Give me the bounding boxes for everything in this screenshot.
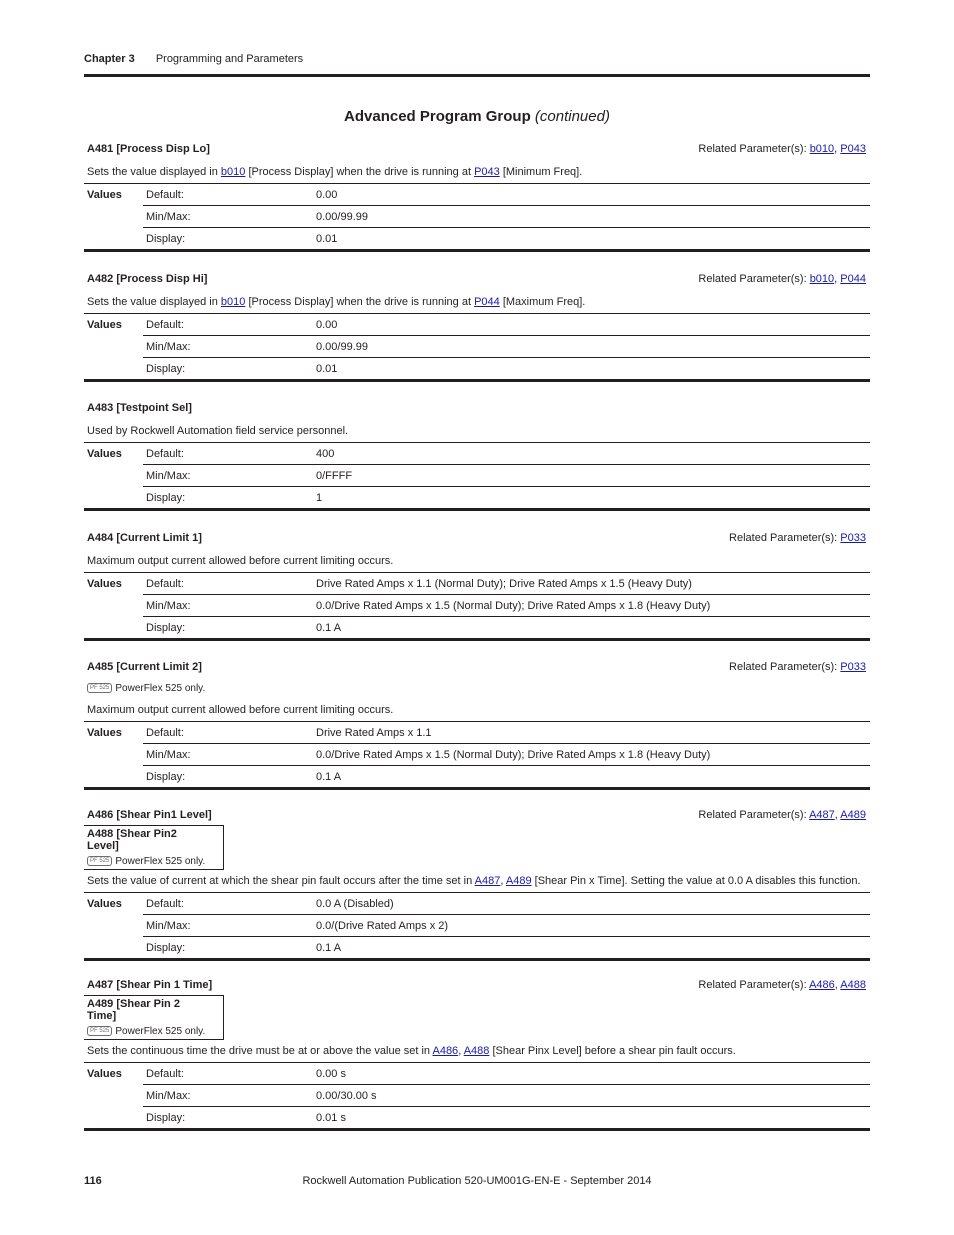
section-end-rule xyxy=(84,249,870,252)
pf525-badge-icon: PF 525 xyxy=(87,683,112,693)
powerflex-note xyxy=(84,679,870,699)
chapter-label: Chapter 3 xyxy=(84,53,135,65)
related-parameters xyxy=(729,532,866,544)
parameter-block xyxy=(84,807,870,961)
values-label-spacer xyxy=(84,336,143,358)
pf525-badge-icon: PF 525 xyxy=(87,1026,112,1036)
values-label: Values xyxy=(84,893,143,915)
parameter-block xyxy=(84,271,870,382)
header-rule xyxy=(84,74,870,77)
section-end-rule xyxy=(84,638,870,641)
value-key: Min/Max: xyxy=(143,336,314,358)
parameter-block xyxy=(84,659,870,790)
related-parameter-link[interactable]: P033 xyxy=(840,532,866,544)
parameter-heading xyxy=(84,530,870,550)
related-parameter-link[interactable]: A489 xyxy=(840,809,866,821)
parameter-heading xyxy=(84,400,870,420)
value-cell: 0.00/99.99 xyxy=(314,336,870,358)
value-key: Min/Max: xyxy=(143,595,314,617)
value-key: Display: xyxy=(143,617,314,639)
parameter-block xyxy=(84,141,870,252)
description-text: , xyxy=(500,875,506,887)
description-text: [Process Display] when the drive is running at xyxy=(245,296,475,308)
parameter-name: A485 [Current Limit 2] xyxy=(87,661,202,673)
page-number: 116 xyxy=(84,1175,102,1187)
related-label: Related Parameter(s): xyxy=(698,273,810,285)
value-cell: 1 xyxy=(314,487,870,509)
value-cell: 0.0/(Drive Rated Amps x 2) xyxy=(314,915,870,937)
values-label-spacer xyxy=(84,358,143,380)
values-table xyxy=(84,313,870,379)
value-key: Display: xyxy=(143,937,314,959)
values-label-spacer xyxy=(84,206,143,228)
values-row xyxy=(84,465,870,487)
parameter-name: A484 [Current Limit 1] xyxy=(87,532,202,544)
section-end-rule xyxy=(84,1128,870,1131)
related-parameter-link[interactable]: b010 xyxy=(809,273,835,285)
section-title: Programming and Parameters xyxy=(155,53,304,65)
values-row xyxy=(84,184,870,206)
related-parameters: Related Parameter(s): A486, A488 xyxy=(698,979,866,991)
powerflex-note-text: PowerFlex 525 only. xyxy=(115,1026,206,1037)
values-row xyxy=(84,573,870,595)
description-text: Sets the value of current at which the shear pin fault occurs after the time set in xyxy=(87,875,475,887)
values-row xyxy=(84,595,870,617)
inline-parameter-link[interactable]: P043 xyxy=(474,166,500,178)
parameter-heading xyxy=(84,271,870,291)
values-row xyxy=(84,1063,870,1085)
values-row xyxy=(84,314,870,336)
value-key: Default: xyxy=(143,314,314,336)
values-label-spacer xyxy=(84,465,143,487)
values-label: Values xyxy=(84,314,143,336)
values-row xyxy=(84,744,870,766)
related-parameter-link[interactable]: P043 xyxy=(840,143,866,155)
parameter-name: A483 [Testpoint Sel] xyxy=(87,402,192,414)
inline-parameter-link[interactable]: A486 xyxy=(432,1045,459,1057)
value-key: Default: xyxy=(143,184,314,206)
values-table xyxy=(84,442,870,508)
value-key: Min/Max: xyxy=(143,465,314,487)
description-text: [Shear Pinx Level] before a shear pin fault occurs. xyxy=(489,1045,736,1057)
group-title: Advanced Program Group (continued) xyxy=(344,108,610,125)
values-table xyxy=(84,721,870,787)
value-cell: 0.00/99.99 xyxy=(314,206,870,228)
paired-parameter-name: A488 [Shear Pin2 Level] xyxy=(87,828,177,852)
parameter-description xyxy=(84,870,870,892)
value-cell: 0.01 s xyxy=(314,1107,870,1129)
section-end-rule xyxy=(84,379,870,382)
parameter-block xyxy=(84,400,870,511)
value-cell: Drive Rated Amps x 1.1 xyxy=(314,722,870,744)
value-key: Display: xyxy=(143,358,314,380)
values-label: Values xyxy=(84,573,143,595)
powerflex-note-text: PowerFlex 525 only. xyxy=(115,683,206,694)
inline-parameter-link[interactable]: b010 xyxy=(220,166,246,178)
values-label-spacer xyxy=(84,937,143,959)
values-row xyxy=(84,487,870,509)
parameter-description xyxy=(84,291,870,313)
value-cell: 0.01 xyxy=(314,358,870,380)
values-label-spacer xyxy=(84,766,143,788)
parameter-heading xyxy=(84,977,870,997)
parameter-description xyxy=(84,161,870,183)
values-row xyxy=(84,937,870,959)
value-cell: 0.00 xyxy=(314,184,870,206)
page-header xyxy=(84,53,303,65)
values-row xyxy=(84,915,870,937)
values-table xyxy=(84,183,870,249)
value-cell: 0.0/Drive Rated Amps x 1.5 (Normal Duty); Drive Rated Amps x 1.8 (Heavy Duty) xyxy=(314,595,870,617)
related-parameter-link[interactable]: A488 xyxy=(840,979,866,991)
paired-parameter-box xyxy=(84,825,224,870)
values-row xyxy=(84,893,870,915)
values-label: Values xyxy=(84,722,143,744)
related-parameters: Related Parameter(s): A487, A489 xyxy=(698,809,866,821)
powerflex-note-text: PowerFlex 525 only. xyxy=(115,856,206,867)
powerflex-note xyxy=(87,856,209,867)
value-key: Default: xyxy=(143,1063,314,1085)
values-row xyxy=(84,617,870,639)
values-label-spacer xyxy=(84,595,143,617)
value-cell: 0.1 A xyxy=(314,937,870,959)
values-label-spacer xyxy=(84,1107,143,1129)
parameter-name: A482 [Process Disp Hi] xyxy=(87,273,208,285)
value-cell: Drive Rated Amps x 1.1 (Normal Duty); Drive Rated Amps x 1.5 (Heavy Duty) xyxy=(314,573,870,595)
value-cell: 0/FFFF xyxy=(314,465,870,487)
description-text: Sets the value displayed in xyxy=(87,296,221,308)
related-label: Related Parameter(s): xyxy=(729,532,841,544)
description-text: [Minimum Freq]. xyxy=(499,166,583,178)
description-text: [Maximum Freq]. xyxy=(499,296,586,308)
parameter-description: Maximum output current allowed before current limiting occurs. xyxy=(87,704,394,716)
parameter-name: A481 [Process Disp Lo] xyxy=(87,143,210,155)
section-end-rule xyxy=(84,787,870,790)
values-label-spacer xyxy=(84,487,143,509)
values-table xyxy=(84,892,870,958)
values-table xyxy=(84,1062,870,1128)
related-parameter-link[interactable]: A487 xyxy=(809,809,835,821)
values-label-spacer xyxy=(84,617,143,639)
related-parameter-link[interactable]: b010 xyxy=(809,143,835,155)
values-label-spacer xyxy=(84,744,143,766)
inline-parameter-link[interactable]: A489 xyxy=(505,875,532,887)
parameter-description xyxy=(84,1040,870,1062)
parameter-name: A486 [Shear Pin1 Level] xyxy=(87,809,212,821)
value-key: Default: xyxy=(143,443,314,465)
value-key: Default: xyxy=(143,893,314,915)
parameter-description: Used by Rockwell Automation field service personnel. xyxy=(87,425,349,437)
description-text: [Shear Pin x Time]. Setting the value at 0.0 A disables this function. xyxy=(531,875,861,887)
section-end-rule xyxy=(84,508,870,511)
paired-parameter-name: A489 [Shear Pin 2 Time] xyxy=(87,998,180,1022)
inline-parameter-link[interactable]: b010 xyxy=(220,296,246,308)
values-row xyxy=(84,336,870,358)
description-text: Sets the continuous time the drive must be at or above the value set in xyxy=(87,1045,433,1057)
related-label: Related Parameter(s): xyxy=(698,143,810,155)
values-row xyxy=(84,228,870,250)
related-parameters: Related Parameter(s): b010, P043 xyxy=(698,143,866,155)
section-end-rule xyxy=(84,958,870,961)
inline-parameter-link[interactable]: P044 xyxy=(474,296,500,308)
value-cell: 0.00 xyxy=(314,314,870,336)
values-label-spacer xyxy=(84,915,143,937)
related-parameters: Related Parameter(s): b010, P044 xyxy=(698,273,866,285)
related-parameter-link[interactable]: A486 xyxy=(809,979,835,991)
value-key: Display: xyxy=(143,228,314,250)
value-cell: 400 xyxy=(314,443,870,465)
parameter-heading xyxy=(84,141,870,161)
description-text: Sets the value displayed in xyxy=(87,166,221,178)
values-row xyxy=(84,206,870,228)
parameter-block xyxy=(84,530,870,641)
value-key: Default: xyxy=(143,722,314,744)
value-cell: 0.00/30.00 s xyxy=(314,1085,870,1107)
related-parameter-link[interactable]: P044 xyxy=(840,273,866,285)
inline-parameter-link[interactable]: A487 xyxy=(474,875,501,887)
value-cell: 0.1 A xyxy=(314,766,870,788)
values-label: Values xyxy=(84,184,143,206)
values-row xyxy=(84,1085,870,1107)
value-key: Min/Max: xyxy=(143,915,314,937)
parameter-name: A487 [Shear Pin 1 Time] xyxy=(87,979,213,991)
related-label: Related Parameter(s): xyxy=(729,661,841,673)
values-label: Values xyxy=(84,443,143,465)
values-label: Values xyxy=(84,1063,143,1085)
value-key: Default: xyxy=(143,573,314,595)
related-parameter-link[interactable]: P033 xyxy=(840,661,866,673)
parameter-description: Maximum output current allowed before current limiting occurs. xyxy=(87,555,394,567)
powerflex-note xyxy=(87,1026,209,1037)
value-key: Min/Max: xyxy=(143,206,314,228)
value-cell: 0.0/Drive Rated Amps x 1.5 (Normal Duty); Drive Rated Amps x 1.8 (Heavy Duty) xyxy=(314,744,870,766)
related-label: Related Parameter(s): xyxy=(698,809,810,821)
values-row xyxy=(84,722,870,744)
value-cell: 0.0 A (Disabled) xyxy=(314,893,870,915)
parameter-block xyxy=(84,977,870,1131)
value-key: Display: xyxy=(143,766,314,788)
value-cell: 0.01 xyxy=(314,228,870,250)
related-label: Related Parameter(s): xyxy=(698,979,810,991)
parameter-heading xyxy=(84,659,870,679)
publication-info: Rockwell Automation Publication 520-UM001G-EN-E - September 2014 xyxy=(302,1175,652,1187)
value-key: Min/Max: xyxy=(143,1085,314,1107)
values-row xyxy=(84,443,870,465)
values-row xyxy=(84,358,870,380)
value-cell: 0.1 A xyxy=(314,617,870,639)
pf525-badge-icon: PF 525 xyxy=(87,856,112,866)
value-key: Display: xyxy=(143,1107,314,1129)
related-parameters xyxy=(729,661,866,673)
description-text: , xyxy=(458,1045,464,1057)
values-label-spacer xyxy=(84,228,143,250)
description-text: [Process Display] when the drive is running at xyxy=(245,166,475,178)
parameter-heading xyxy=(84,807,870,827)
values-label-spacer xyxy=(84,1085,143,1107)
value-key: Min/Max: xyxy=(143,744,314,766)
inline-parameter-link[interactable]: A488 xyxy=(463,1045,490,1057)
paired-parameter-box xyxy=(84,995,224,1040)
values-row xyxy=(84,766,870,788)
value-key: Display: xyxy=(143,487,314,509)
value-cell: 0.00 s xyxy=(314,1063,870,1085)
values-row xyxy=(84,1107,870,1129)
values-table xyxy=(84,572,870,638)
